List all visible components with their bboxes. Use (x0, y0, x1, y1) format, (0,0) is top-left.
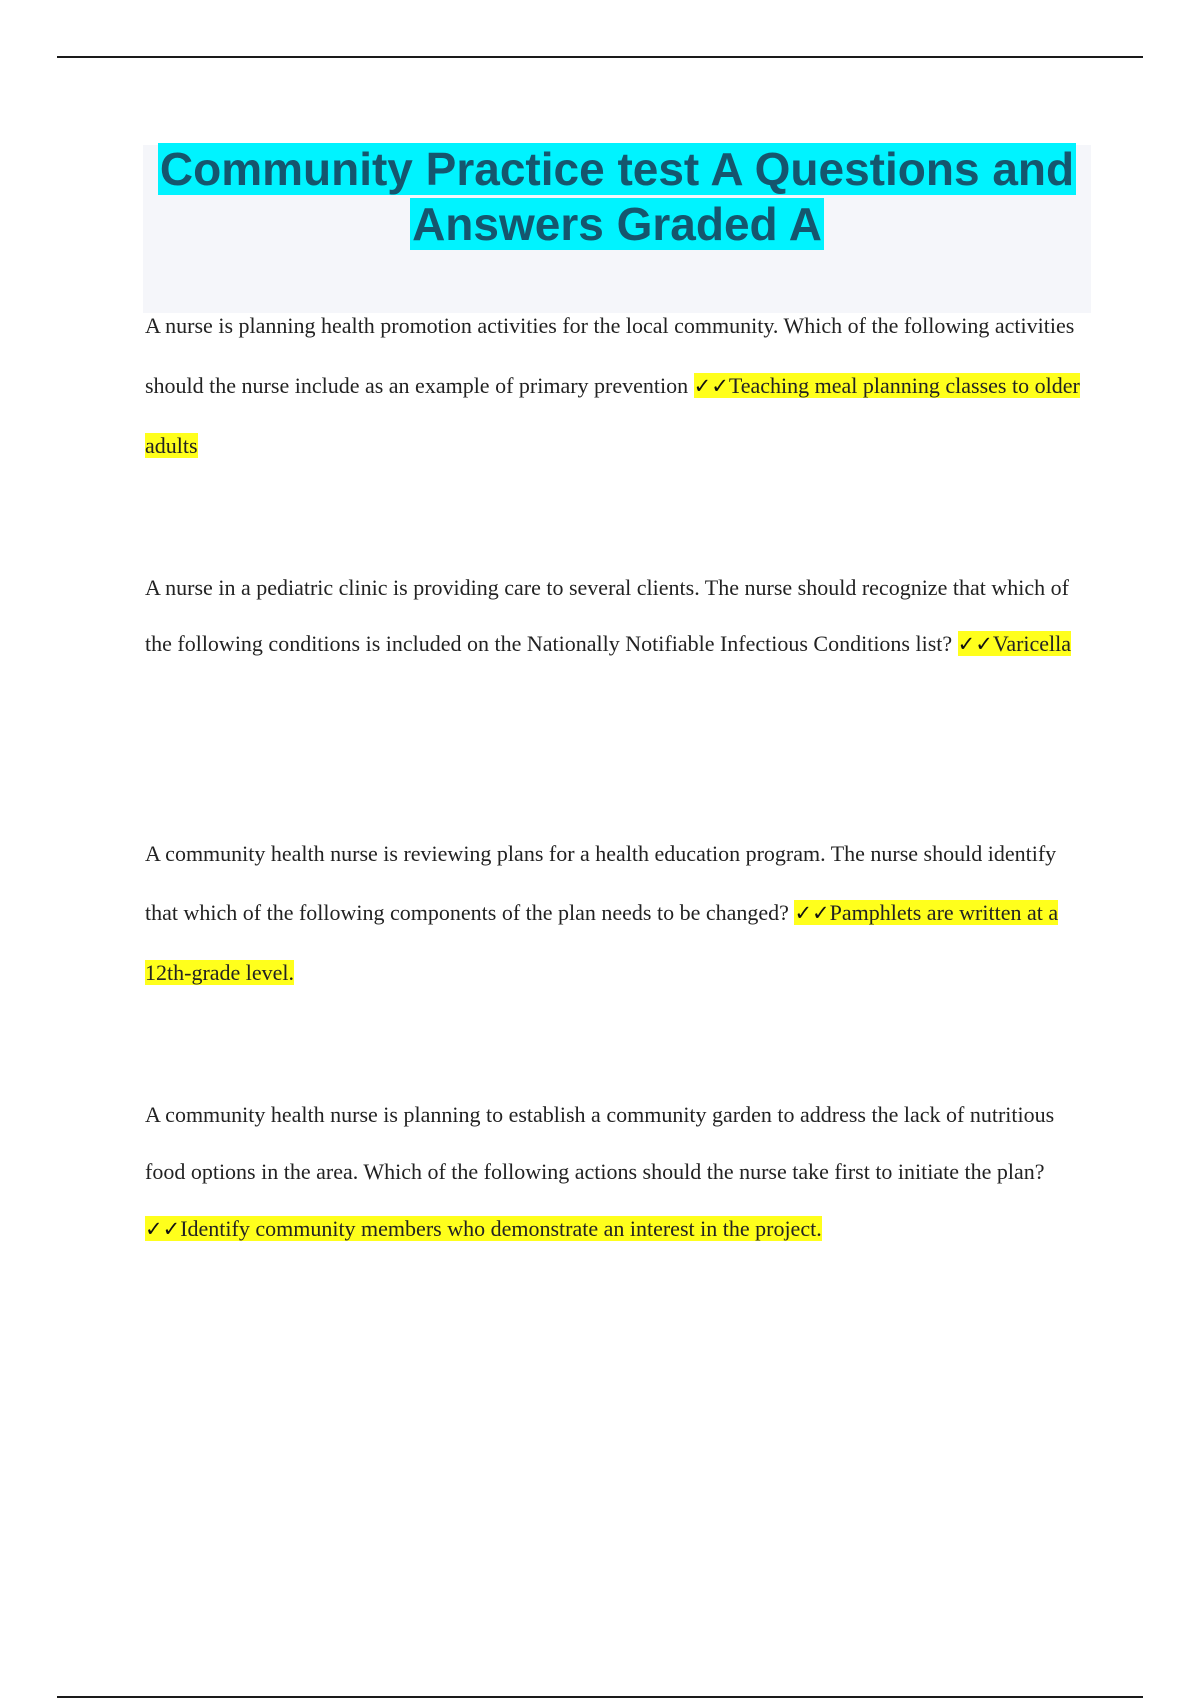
answer-text: Pamphlets are written at a 12th-grade level. (145, 900, 1059, 985)
answer-text: Teaching meal planning classes to older adults (145, 373, 1080, 458)
question-text: A community health nurse is planning to establish a community garden to address the lack of nutritious food options in the area. Which of the following actions should the nurse take first to initiate the plan? (145, 1102, 1055, 1184)
bottom-divider (57, 1696, 1143, 1698)
qa-item (145, 1086, 1085, 1258)
question-text: A community health nurse is reviewing plans for a health education program. The nurse should identify that which of the following components of the plan needs to be changed? (145, 841, 1057, 925)
double-check-icon: ✓✓ (794, 901, 830, 925)
qa-item (145, 824, 1085, 1002)
qa-item (145, 296, 1085, 476)
answer-highlight (145, 1216, 822, 1241)
double-check-icon: ✓✓ (957, 632, 993, 656)
qa-item (145, 560, 1085, 672)
double-check-icon: ✓✓ (145, 1217, 181, 1241)
question-text: A nurse in a pediatric clinic is providing care to several clients. The nurse should recognize that which of the following conditions is included on the Nationally Notifiable Infectious Conditions list? (145, 575, 1069, 656)
answer-text: Varicella (992, 631, 1072, 656)
document-title-text: Community Practice test A Questions and Answers Graded A (159, 143, 1075, 250)
double-check-icon: ✓✓ (693, 374, 729, 398)
document-title (143, 142, 1091, 252)
top-divider (57, 56, 1143, 58)
question-text: A nurse is planning health promotion activities for the local community. Which of the following activities should the nurse include as an example of primary prevention (145, 313, 1075, 398)
answer-highlight (958, 631, 1071, 656)
answer-text: Identify community members who demonstrate an interest in the project. (180, 1216, 822, 1241)
